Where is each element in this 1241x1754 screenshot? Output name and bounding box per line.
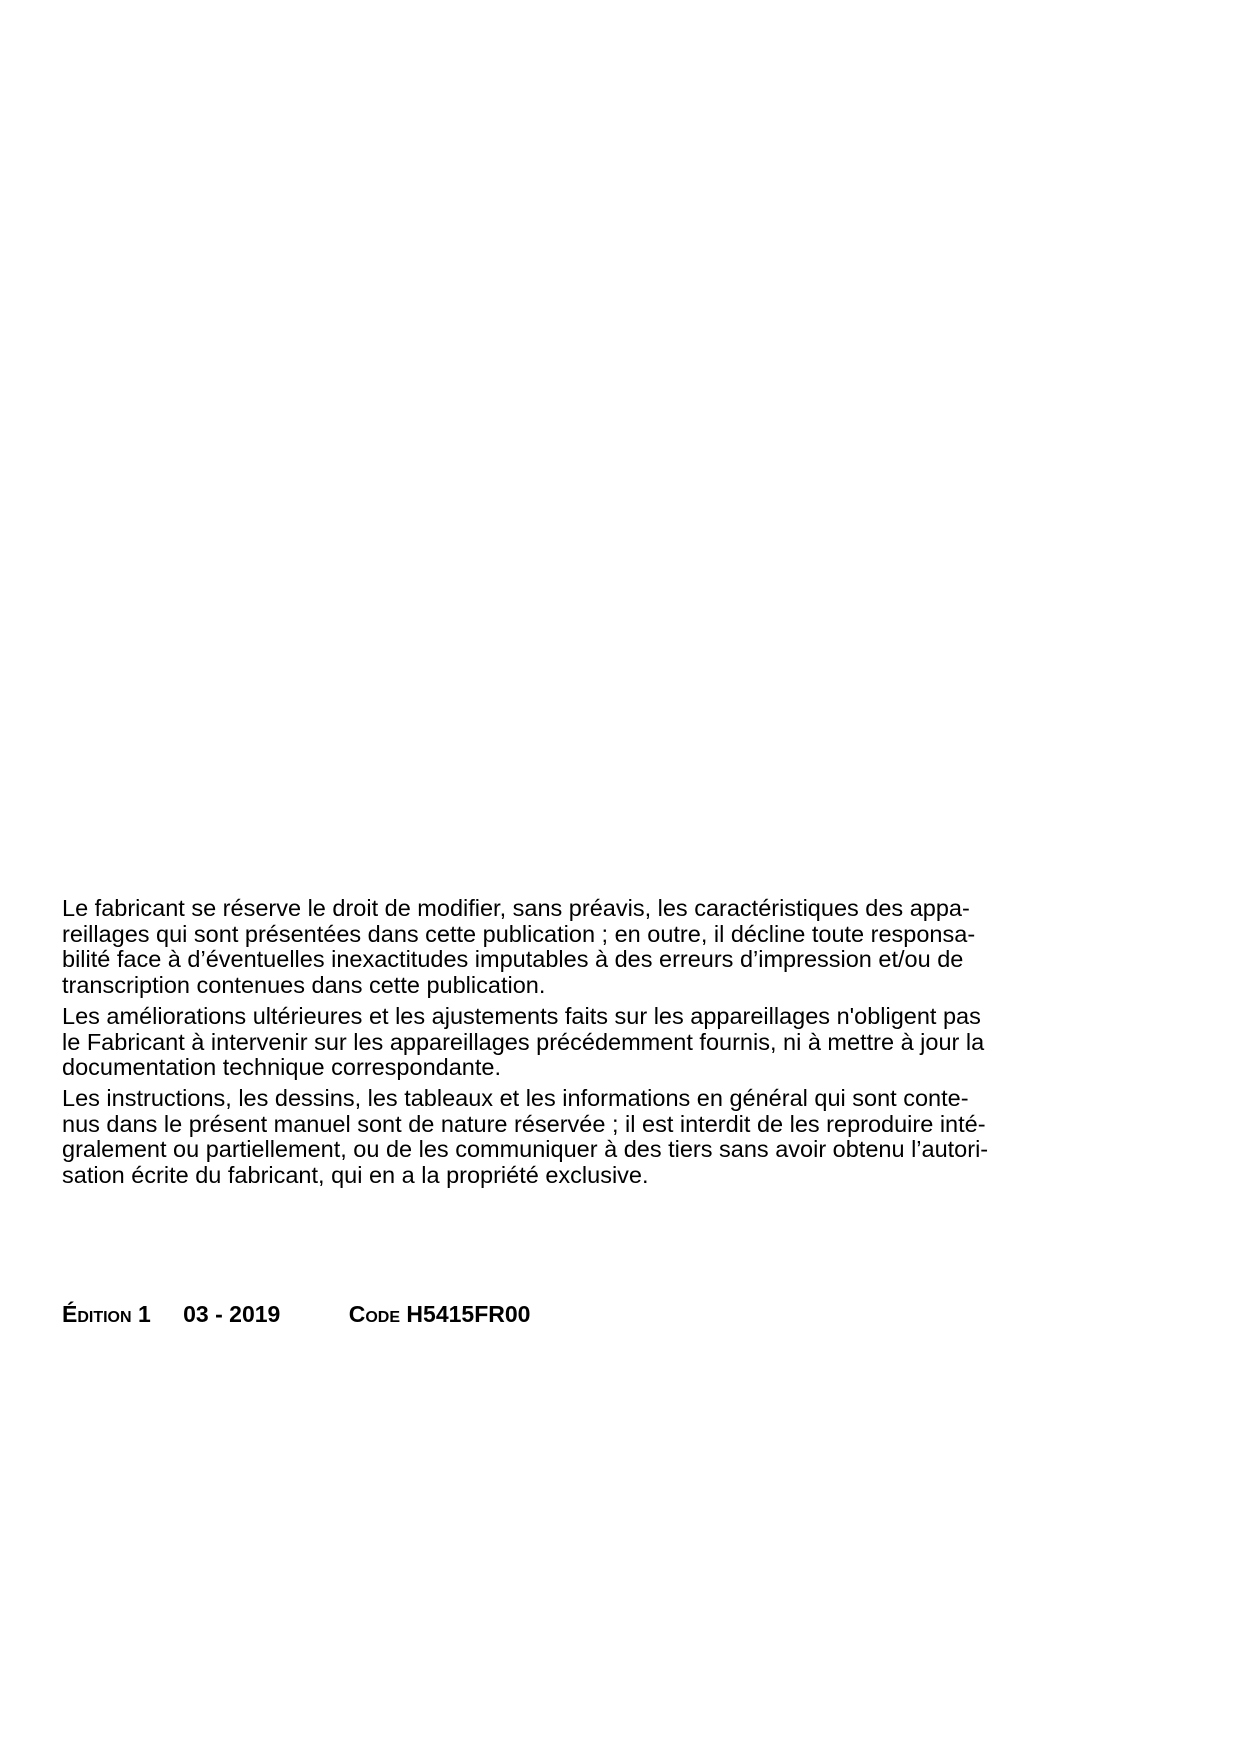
text-line: Les instructions, les dessins, les tableaux et les informations en général qui sont conte- bbox=[62, 1084, 969, 1111]
disclaimer-paragraph bbox=[62, 896, 1182, 999]
text-line: le Fabricant à intervenir sur les appareillages précédemment fournis, ni à mettre à jour la bbox=[62, 1028, 985, 1055]
text-line: bilité face à d’éventuelles inexactitudes imputables à des erreurs d’impression et/ou de bbox=[62, 946, 964, 973]
text-line: documentation technique correspondante. bbox=[62, 1054, 501, 1081]
text-line: Le fabricant se réserve le droit de modifier, sans préavis, les caractéristiques des appa- bbox=[62, 895, 970, 921]
text-line: Les améliorations ultérieures et les ajustements faits sur les appareillages n'obligent pas bbox=[62, 1002, 981, 1029]
text-line: reillages qui sont présentées dans cette publication ; en outre, il décline toute responsa- bbox=[62, 920, 976, 947]
disclaimer-text bbox=[62, 896, 1182, 1189]
edition-label: Édition 1 bbox=[62, 1301, 151, 1327]
text-line: sation écrite du fabricant, qui en a la propriété exclusive. bbox=[62, 1162, 649, 1189]
code-value: H5415FR00 bbox=[406, 1301, 531, 1327]
text-line: nus dans le présent manuel sont de nature réservée ; il est interdit de les reproduire inté- bbox=[62, 1110, 986, 1137]
text-line: gralement ou partiellement, ou de les communiquer à des tiers sans avoir obtenu l’autori- bbox=[62, 1136, 989, 1163]
code-label: Code bbox=[348, 1301, 401, 1327]
edition-date: 03 - 2019 bbox=[183, 1301, 281, 1327]
disclaimer-paragraph bbox=[62, 1086, 1182, 1189]
edition-footer bbox=[62, 1300, 530, 1328]
disclaimer-paragraph bbox=[62, 1004, 1182, 1081]
text-line: transcription contenues dans cette publication. bbox=[62, 972, 546, 999]
